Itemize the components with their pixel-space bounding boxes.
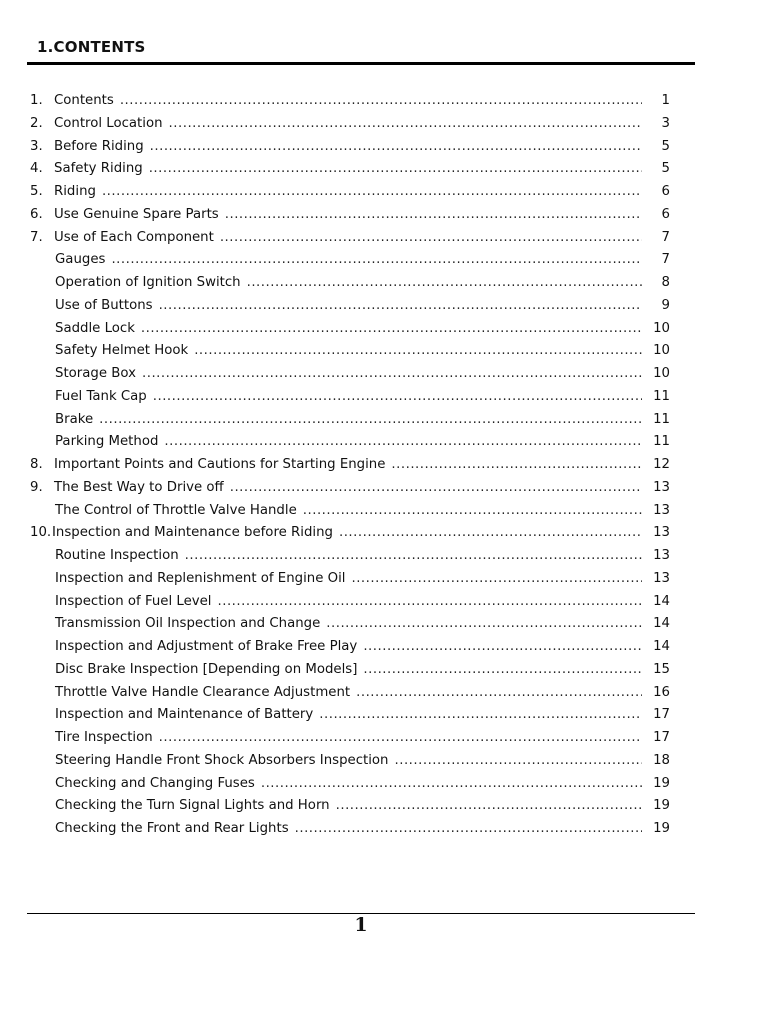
toc-entry-page: 17: [653, 730, 670, 745]
toc-dot-leader: [247, 272, 642, 295]
toc-subentry: [30, 545, 670, 568]
toc-entry-number: 10.: [30, 525, 52, 541]
toc-entry-page: 5: [661, 138, 670, 154]
table-of-contents: [30, 90, 670, 841]
toc-entry-title: Inspection and Replenishment of Engine Oil: [55, 570, 346, 586]
toc-dot-leader: [351, 568, 642, 591]
toc-subentry: [30, 568, 670, 591]
toc-dot-leader: [164, 431, 642, 454]
toc-entry-title: Before Riding: [54, 138, 144, 154]
toc-entry-title: Checking and Changing Fuses: [55, 775, 255, 791]
toc-entry-title: Use of Buttons: [55, 297, 153, 313]
toc-entry-title: Riding: [54, 184, 96, 199]
toc-dot-leader: [326, 613, 642, 636]
toc-dot-leader: [102, 181, 642, 204]
toc-entry-page: 10: [653, 343, 670, 359]
toc-dot-leader: [230, 477, 642, 500]
toc-dot-leader: [120, 90, 642, 113]
page-heading: 1.CONTENTS: [37, 38, 146, 56]
toc-dot-leader: [225, 204, 642, 227]
toc-entry-title: Transmission Oil Inspection and Change: [55, 616, 321, 632]
toc-subentry: [30, 409, 670, 432]
toc-entry: [30, 181, 670, 204]
toc-entry-page: 10: [653, 320, 670, 336]
toc-entry-page: 11: [653, 411, 670, 427]
toc-entry-title: Throttle Valve Handle Clearance Adjustment: [55, 684, 351, 700]
toc-entry-title: Tire Inspection: [55, 730, 153, 745]
toc-dot-leader: [319, 704, 642, 727]
toc-entry-title: Use Genuine Spare Parts: [54, 206, 219, 222]
toc-entry-page: 14: [653, 616, 670, 632]
toc-entry-title: Safety Riding: [54, 161, 143, 177]
toc-entry-title: Inspection and Maintenance before Riding: [52, 525, 333, 541]
toc-entry-title: Checking the Turn Signal Lights and Horn: [55, 798, 330, 814]
toc-dot-leader: [394, 750, 642, 773]
toc-entry-page: 16: [653, 684, 670, 700]
toc-subentry: [30, 818, 670, 841]
toc-dot-leader: [339, 522, 642, 545]
toc-entry-page: 7: [661, 252, 670, 268]
toc-dot-leader: [363, 636, 642, 659]
toc-dot-leader: [391, 454, 642, 477]
toc-subentry: [30, 363, 670, 386]
toc-entry-number: 7.: [30, 229, 43, 245]
toc-dot-leader: [220, 227, 642, 250]
toc-entry-page: 8: [661, 275, 670, 290]
toc-entry-title: Inspection and Adjustment of Brake Free Play: [55, 639, 358, 654]
toc-entry-title: Saddle Lock: [55, 320, 135, 336]
toc-entry-title: Operation of Ignition Switch: [55, 275, 241, 290]
toc-entry-title: Gauges: [55, 252, 106, 268]
toc-dot-leader: [218, 591, 643, 614]
toc-entry-number: 6.: [30, 206, 43, 222]
toc-entry-page: 5: [661, 161, 670, 177]
toc-dot-leader: [336, 795, 642, 818]
toc-entry-page: 13: [653, 548, 670, 563]
toc-entry-page: 13: [653, 502, 670, 518]
toc-dot-leader: [194, 340, 642, 363]
toc-entry-page: 6: [661, 184, 670, 199]
toc-subentry: [30, 773, 670, 796]
toc-entry-title: Important Points and Cautions for Starting Engine: [54, 457, 386, 472]
toc-entry-page: 11: [653, 388, 670, 404]
toc-subentry: [30, 591, 670, 614]
toc-subentry: [30, 386, 670, 409]
toc-entry-page: 7: [661, 229, 670, 245]
toc-entry-page: 18: [653, 752, 670, 768]
toc-subentry: [30, 318, 670, 341]
toc-entry-title: Use of Each Component: [54, 229, 214, 245]
toc-entry: [30, 158, 670, 181]
toc-entry: [30, 454, 670, 477]
toc-entry-title: Storage Box: [55, 366, 136, 381]
toc-entry-page: 19: [653, 775, 670, 791]
toc-subentry: [30, 340, 670, 363]
toc-entry-number: 9.: [30, 479, 43, 495]
toc-entry-title: Disc Brake Inspection [Depending on Models]: [55, 661, 358, 677]
toc-subentry: [30, 636, 670, 659]
toc-entry-number: 3.: [30, 138, 43, 154]
toc-entry-page: 13: [653, 570, 670, 586]
toc-subentry: [30, 613, 670, 636]
toc-subentry: [30, 704, 670, 727]
toc-entry-page: 13: [653, 479, 670, 495]
toc-dot-leader: [303, 500, 642, 523]
toc-entry-page: 12: [653, 457, 670, 472]
toc-dot-leader: [111, 249, 642, 272]
toc-dot-leader: [356, 682, 642, 705]
toc-entry-page: 14: [653, 639, 670, 654]
toc-dot-leader: [153, 386, 642, 409]
toc-entry-page: 10: [653, 366, 670, 381]
toc-entry: [30, 522, 670, 545]
toc-entry-page: 15: [653, 661, 670, 677]
toc-dot-leader: [363, 659, 642, 682]
toc-subentry: [30, 431, 670, 454]
toc-entry-page: 6: [661, 206, 670, 222]
toc-entry-page: 9: [661, 297, 670, 313]
toc-dot-leader: [142, 363, 642, 386]
toc-subentry: [30, 500, 670, 523]
toc-subentry: [30, 682, 670, 705]
toc-subentry: [30, 795, 670, 818]
toc-entry-title: Control Location: [54, 115, 163, 131]
toc-entry-number: 1.: [30, 93, 43, 108]
toc-dot-leader: [149, 158, 642, 181]
toc-dot-leader: [261, 773, 642, 796]
toc-dot-leader: [99, 409, 642, 432]
toc-entry-page: 11: [653, 434, 670, 450]
toc-entry-title: Inspection and Maintenance of Battery: [55, 707, 314, 723]
toc-dot-leader: [150, 136, 642, 159]
toc-entry-title: The Control of Throttle Valve Handle: [55, 502, 297, 518]
toc-entry-number: 4.: [30, 161, 43, 177]
toc-entry-title: Contents: [54, 93, 114, 108]
toc-dot-leader: [141, 318, 642, 341]
heading-rule: [27, 62, 695, 65]
toc-entry: [30, 204, 670, 227]
toc-dot-leader: [295, 818, 642, 841]
toc-entry-page: 19: [653, 798, 670, 814]
toc-entry-page: 17: [653, 707, 670, 723]
toc-subentry: [30, 659, 670, 682]
toc-entry-page: 14: [653, 593, 670, 609]
toc-entry-number: 5.: [30, 184, 43, 199]
toc-entry-title: Routine Inspection: [55, 548, 179, 563]
toc-dot-leader: [159, 295, 642, 318]
toc-entry-title: Inspection of Fuel Level: [55, 593, 212, 609]
toc-entry: [30, 113, 670, 136]
toc-entry-title: Steering Handle Front Shock Absorbers Inspection: [55, 752, 389, 768]
toc-subentry: [30, 272, 670, 295]
toc-dot-leader: [169, 113, 642, 136]
toc-entry-title: Checking the Front and Rear Lights: [55, 821, 289, 836]
toc-entry: [30, 90, 670, 113]
toc-entry: [30, 227, 670, 250]
toc-entry-title: Parking Method: [55, 434, 159, 450]
toc-entry-page: 3: [661, 115, 670, 131]
toc-entry-number: 8.: [30, 457, 43, 472]
toc-dot-leader: [185, 545, 642, 568]
page-number: 1: [354, 914, 368, 936]
toc-subentry: [30, 249, 670, 272]
toc-entry-title: Brake: [55, 411, 94, 427]
toc-subentry: [30, 295, 670, 318]
toc-entry-page: 13: [653, 525, 670, 541]
toc-dot-leader: [159, 727, 642, 750]
toc-entry: [30, 477, 670, 500]
toc-subentry: [30, 750, 670, 773]
toc-entry-page: 19: [653, 821, 670, 836]
toc-entry-number: 2.: [30, 115, 43, 131]
toc-entry-title: Fuel Tank Cap: [55, 388, 147, 404]
toc-entry: [30, 136, 670, 159]
toc-entry-title: The Best Way to Drive off: [54, 479, 224, 495]
toc-subentry: [30, 727, 670, 750]
toc-entry-page: 1: [661, 93, 670, 108]
toc-entry-title: Safety Helmet Hook: [55, 343, 189, 359]
